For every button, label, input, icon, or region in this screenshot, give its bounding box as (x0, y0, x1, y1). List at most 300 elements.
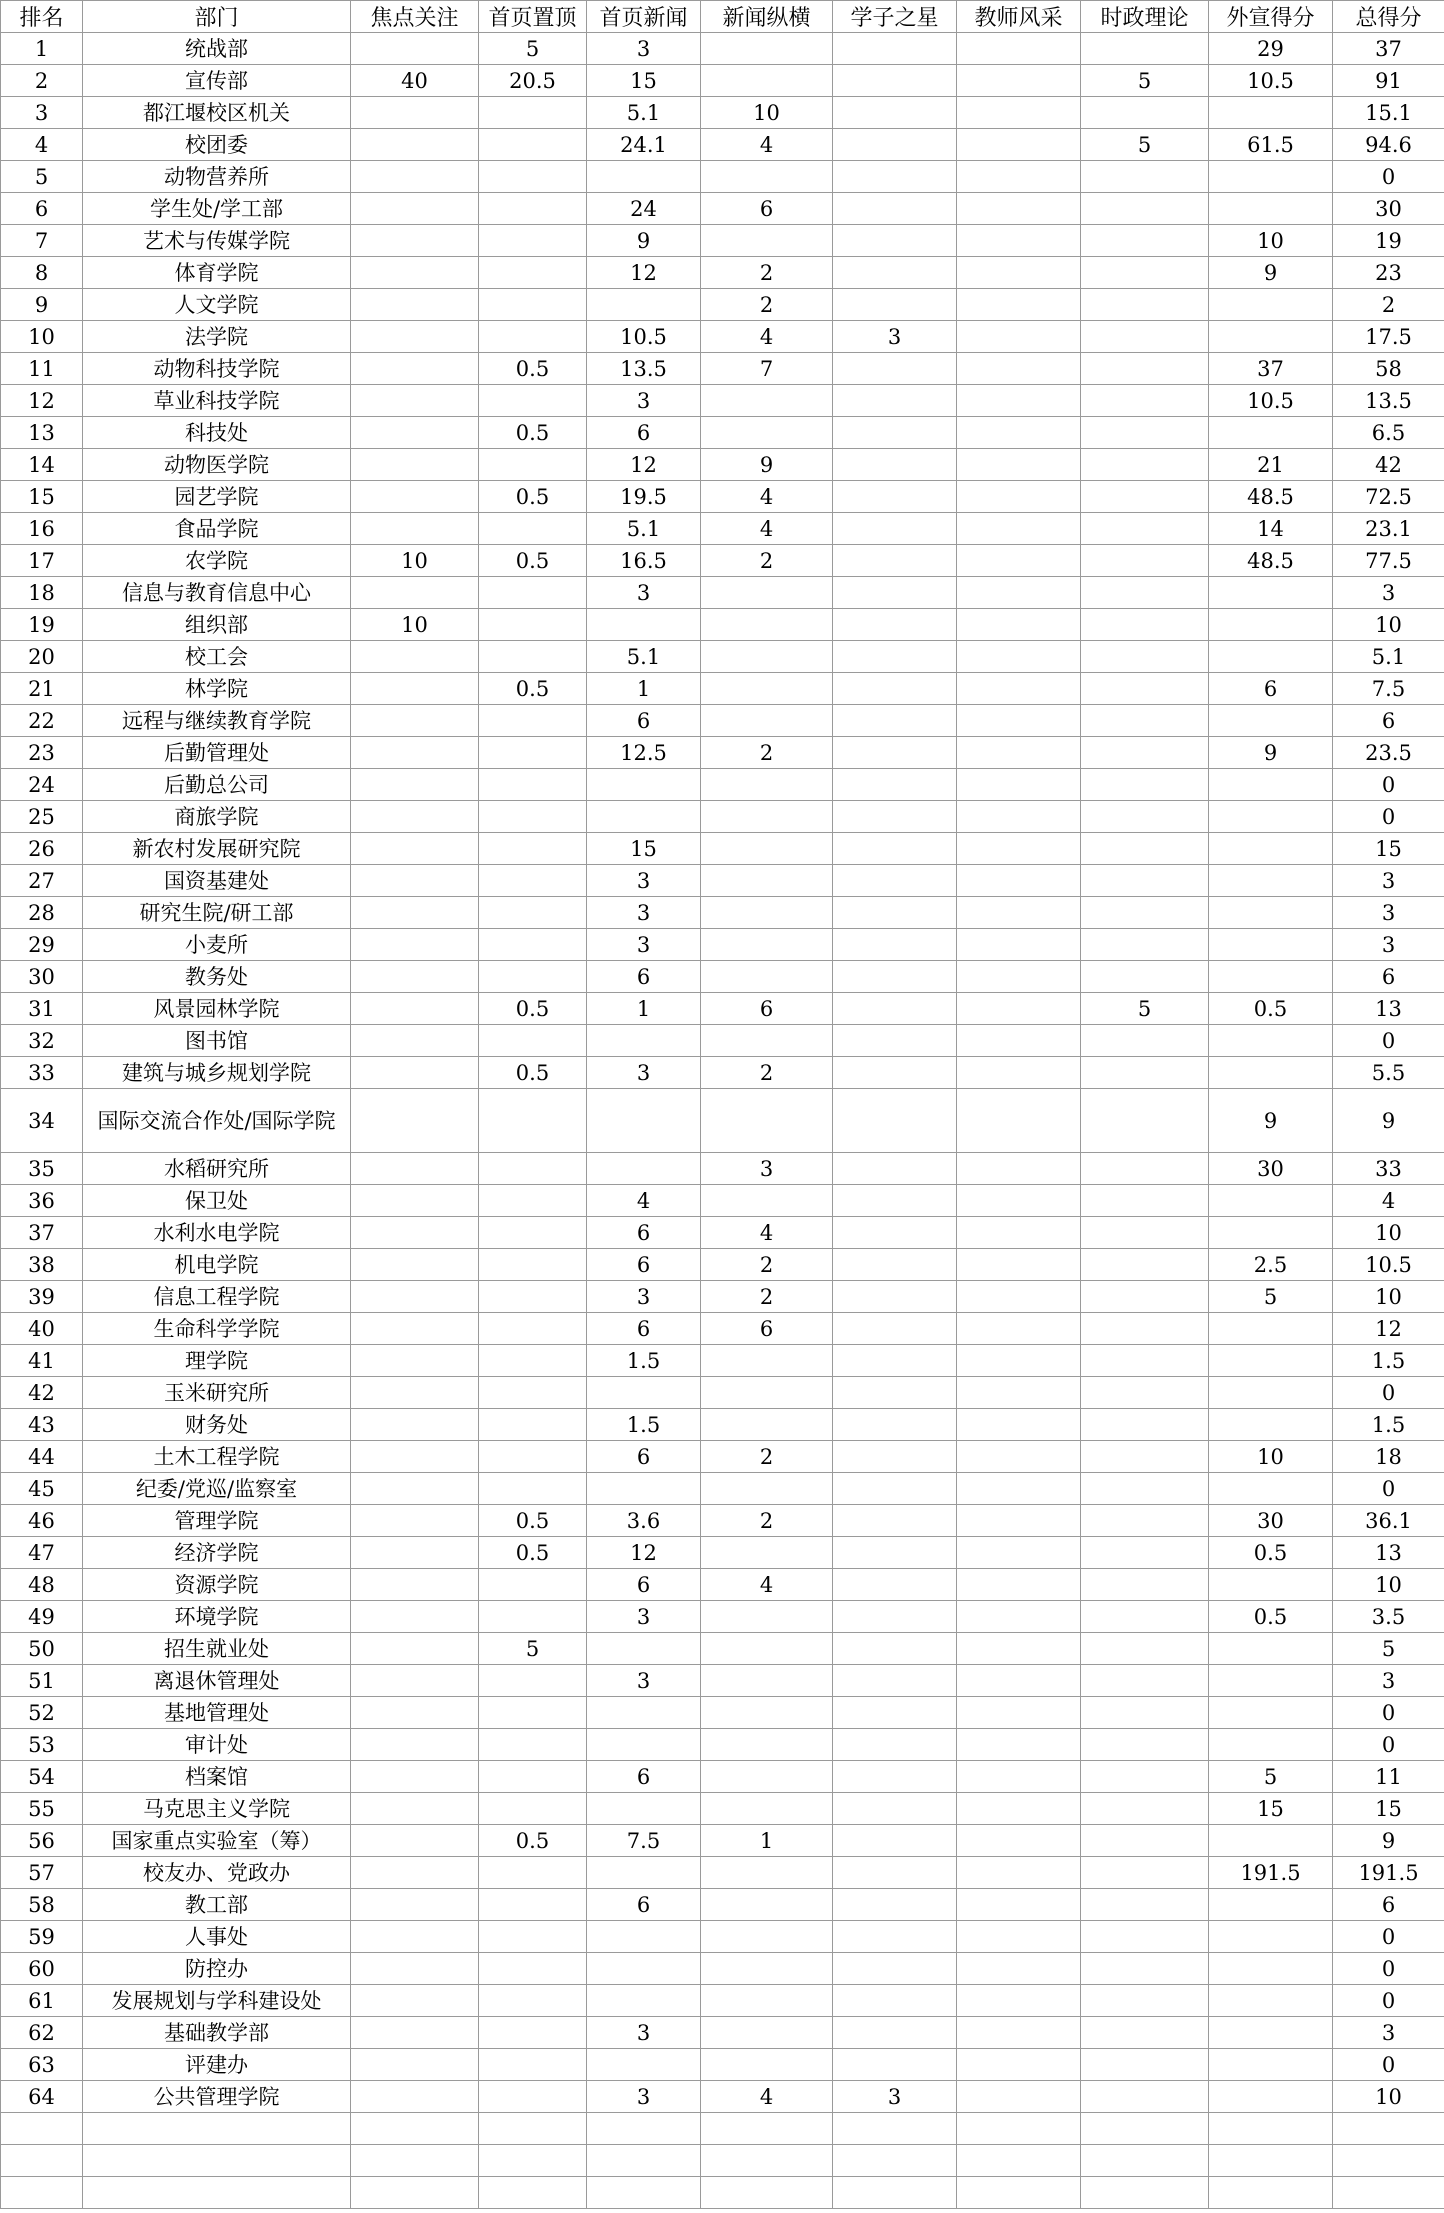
cell-teacher-profile[interactable] (957, 2049, 1081, 2081)
cell-external-score[interactable] (1209, 1377, 1333, 1409)
cell-total-score[interactable]: 30 (1333, 193, 1444, 225)
cell-student-star[interactable] (833, 929, 957, 961)
cell-politics-theory[interactable] (1081, 1889, 1209, 1921)
cell-homepage-news[interactable] (587, 1377, 701, 1409)
cell-teacher-profile[interactable] (957, 801, 1081, 833)
cell-politics-theory[interactable]: 5 (1081, 129, 1209, 161)
cell-student-star[interactable] (833, 833, 957, 865)
cell-student-star[interactable] (833, 993, 957, 1025)
cell-department[interactable]: 信息与教育信息中心 (83, 577, 351, 609)
cell-total-score[interactable]: 10 (1333, 1217, 1444, 1249)
cell-homepage-news[interactable]: 12 (587, 449, 701, 481)
cell-teacher-profile[interactable] (957, 257, 1081, 289)
cell-politics-theory[interactable] (1081, 705, 1209, 737)
cell-homepage-top[interactable] (479, 801, 587, 833)
cell-rank[interactable]: 15 (1, 481, 83, 513)
cell-homepage-news[interactable]: 4 (587, 1185, 701, 1217)
cell-student-star[interactable] (833, 961, 957, 993)
cell-total-score[interactable]: 0 (1333, 1985, 1444, 2017)
cell-student-star[interactable] (833, 1889, 957, 1921)
cell-focus[interactable]: 10 (351, 609, 479, 641)
cell-total-score[interactable]: 94.6 (1333, 129, 1444, 161)
cell-homepage-news[interactable]: 1.5 (587, 1409, 701, 1441)
empty-cell[interactable] (1, 2177, 83, 2209)
cell-news-overview[interactable]: 2 (701, 1057, 833, 1089)
cell-teacher-profile[interactable] (957, 1441, 1081, 1473)
cell-teacher-profile[interactable] (957, 513, 1081, 545)
cell-politics-theory[interactable] (1081, 193, 1209, 225)
cell-politics-theory[interactable] (1081, 1729, 1209, 1761)
cell-external-score[interactable] (1209, 961, 1333, 993)
cell-department[interactable]: 人事处 (83, 1921, 351, 1953)
empty-cell[interactable] (701, 2177, 833, 2209)
cell-total-score[interactable]: 3.5 (1333, 1601, 1444, 1633)
cell-homepage-top[interactable] (479, 705, 587, 737)
cell-rank[interactable]: 62 (1, 2017, 83, 2049)
cell-student-star[interactable] (833, 673, 957, 705)
cell-homepage-top[interactable]: 5 (479, 1633, 587, 1665)
cell-homepage-top[interactable]: 20.5 (479, 65, 587, 97)
header-external-score[interactable]: 外宣得分 (1209, 1, 1333, 33)
cell-homepage-news[interactable] (587, 609, 701, 641)
cell-politics-theory[interactable] (1081, 1601, 1209, 1633)
cell-department[interactable]: 档案馆 (83, 1761, 351, 1793)
cell-total-score[interactable]: 6 (1333, 961, 1444, 993)
cell-teacher-profile[interactable] (957, 1697, 1081, 1729)
cell-teacher-profile[interactable] (957, 417, 1081, 449)
cell-department[interactable]: 财务处 (83, 1409, 351, 1441)
cell-external-score[interactable]: 9 (1209, 257, 1333, 289)
cell-news-overview[interactable] (701, 705, 833, 737)
cell-homepage-news[interactable]: 9 (587, 225, 701, 257)
cell-teacher-profile[interactable] (957, 449, 1081, 481)
cell-focus[interactable]: 40 (351, 65, 479, 97)
cell-homepage-news[interactable]: 3 (587, 897, 701, 929)
empty-cell[interactable] (83, 2145, 351, 2177)
cell-news-overview[interactable]: 2 (701, 545, 833, 577)
cell-total-score[interactable]: 7.5 (1333, 673, 1444, 705)
cell-news-overview[interactable] (701, 1953, 833, 1985)
cell-homepage-news[interactable]: 6 (587, 1313, 701, 1345)
cell-teacher-profile[interactable] (957, 609, 1081, 641)
cell-student-star[interactable] (833, 2017, 957, 2049)
cell-news-overview[interactable] (701, 1665, 833, 1697)
cell-student-star[interactable] (833, 481, 957, 513)
cell-politics-theory[interactable] (1081, 321, 1209, 353)
cell-news-overview[interactable]: 1 (701, 1825, 833, 1857)
cell-rank[interactable]: 47 (1, 1537, 83, 1569)
cell-politics-theory[interactable] (1081, 1569, 1209, 1601)
cell-homepage-news[interactable]: 6 (587, 1441, 701, 1473)
cell-rank[interactable]: 9 (1, 289, 83, 321)
cell-focus[interactable] (351, 1441, 479, 1473)
cell-total-score[interactable]: 3 (1333, 577, 1444, 609)
cell-external-score[interactable] (1209, 193, 1333, 225)
cell-total-score[interactable]: 5.1 (1333, 641, 1444, 673)
cell-department[interactable]: 保卫处 (83, 1185, 351, 1217)
cell-focus[interactable] (351, 865, 479, 897)
cell-homepage-news[interactable] (587, 1697, 701, 1729)
cell-teacher-profile[interactable] (957, 1985, 1081, 2017)
cell-news-overview[interactable]: 2 (701, 1281, 833, 1313)
cell-news-overview[interactable]: 2 (701, 1505, 833, 1537)
cell-politics-theory[interactable] (1081, 2017, 1209, 2049)
cell-focus[interactable] (351, 33, 479, 65)
cell-homepage-top[interactable] (479, 1313, 587, 1345)
cell-focus[interactable] (351, 1697, 479, 1729)
cell-homepage-top[interactable] (479, 865, 587, 897)
cell-teacher-profile[interactable] (957, 353, 1081, 385)
cell-total-score[interactable]: 10.5 (1333, 1249, 1444, 1281)
cell-teacher-profile[interactable] (957, 129, 1081, 161)
cell-homepage-news[interactable]: 12 (587, 257, 701, 289)
cell-homepage-news[interactable]: 6 (587, 1569, 701, 1601)
cell-homepage-news[interactable]: 3 (587, 1601, 701, 1633)
cell-focus[interactable] (351, 1313, 479, 1345)
cell-total-score[interactable]: 0 (1333, 1953, 1444, 1985)
cell-rank[interactable]: 21 (1, 673, 83, 705)
cell-student-star[interactable] (833, 513, 957, 545)
cell-news-overview[interactable] (701, 417, 833, 449)
cell-rank[interactable]: 17 (1, 545, 83, 577)
cell-student-star[interactable] (833, 1185, 957, 1217)
cell-politics-theory[interactable] (1081, 1537, 1209, 1569)
cell-homepage-top[interactable] (479, 257, 587, 289)
cell-rank[interactable]: 61 (1, 1985, 83, 2017)
cell-homepage-top[interactable] (479, 1153, 587, 1185)
cell-student-star[interactable] (833, 1377, 957, 1409)
cell-politics-theory[interactable] (1081, 577, 1209, 609)
cell-department[interactable]: 招生就业处 (83, 1633, 351, 1665)
cell-total-score[interactable]: 37 (1333, 33, 1444, 65)
cell-homepage-top[interactable] (479, 737, 587, 769)
cell-news-overview[interactable] (701, 1985, 833, 2017)
cell-politics-theory[interactable] (1081, 481, 1209, 513)
cell-rank[interactable]: 27 (1, 865, 83, 897)
cell-focus[interactable] (351, 641, 479, 673)
cell-department[interactable]: 动物科技学院 (83, 353, 351, 385)
cell-total-score[interactable]: 36.1 (1333, 1505, 1444, 1537)
cell-teacher-profile[interactable] (957, 993, 1081, 1025)
cell-homepage-news[interactable] (587, 1473, 701, 1505)
cell-politics-theory[interactable] (1081, 1857, 1209, 1889)
cell-homepage-news[interactable]: 6 (587, 417, 701, 449)
cell-news-overview[interactable]: 7 (701, 353, 833, 385)
cell-external-score[interactable] (1209, 641, 1333, 673)
cell-external-score[interactable] (1209, 1825, 1333, 1857)
cell-department[interactable]: 校团委 (83, 129, 351, 161)
cell-teacher-profile[interactable] (957, 673, 1081, 705)
cell-department[interactable]: 马克思主义学院 (83, 1793, 351, 1825)
cell-rank[interactable]: 42 (1, 1377, 83, 1409)
cell-total-score[interactable]: 23.1 (1333, 513, 1444, 545)
cell-total-score[interactable]: 12 (1333, 1313, 1444, 1345)
cell-teacher-profile[interactable] (957, 1793, 1081, 1825)
cell-rank[interactable]: 2 (1, 65, 83, 97)
cell-external-score[interactable]: 9 (1209, 737, 1333, 769)
cell-total-score[interactable]: 11 (1333, 1761, 1444, 1793)
cell-homepage-news[interactable]: 3 (587, 2081, 701, 2113)
cell-department[interactable]: 资源学院 (83, 1569, 351, 1601)
cell-politics-theory[interactable] (1081, 1185, 1209, 1217)
header-homepage-top[interactable]: 首页置顶 (479, 1, 587, 33)
cell-focus[interactable] (351, 1793, 479, 1825)
cell-student-star[interactable] (833, 65, 957, 97)
cell-teacher-profile[interactable] (957, 1025, 1081, 1057)
empty-cell[interactable] (701, 2113, 833, 2145)
cell-homepage-top[interactable] (479, 129, 587, 161)
cell-focus[interactable] (351, 1889, 479, 1921)
cell-department[interactable]: 公共管理学院 (83, 2081, 351, 2113)
cell-student-star[interactable] (833, 2049, 957, 2081)
cell-rank[interactable]: 37 (1, 1217, 83, 1249)
cell-homepage-news[interactable]: 3 (587, 33, 701, 65)
cell-teacher-profile[interactable] (957, 1057, 1081, 1089)
empty-cell[interactable] (957, 2145, 1081, 2177)
cell-rank[interactable]: 38 (1, 1249, 83, 1281)
cell-rank[interactable]: 22 (1, 705, 83, 737)
cell-department[interactable]: 学生处/学工部 (83, 193, 351, 225)
cell-politics-theory[interactable] (1081, 1665, 1209, 1697)
cell-focus[interactable] (351, 1569, 479, 1601)
cell-rank[interactable]: 34 (1, 1089, 83, 1153)
cell-focus[interactable] (351, 1153, 479, 1185)
cell-total-score[interactable]: 15 (1333, 1793, 1444, 1825)
cell-department[interactable]: 信息工程学院 (83, 1281, 351, 1313)
cell-department[interactable]: 教务处 (83, 961, 351, 993)
cell-homepage-news[interactable]: 6 (587, 961, 701, 993)
cell-news-overview[interactable]: 4 (701, 513, 833, 545)
cell-news-overview[interactable]: 6 (701, 993, 833, 1025)
cell-homepage-news[interactable]: 3 (587, 1665, 701, 1697)
cell-student-star[interactable] (833, 161, 957, 193)
empty-cell[interactable] (957, 2177, 1081, 2209)
cell-homepage-top[interactable] (479, 1089, 587, 1153)
cell-teacher-profile[interactable] (957, 1569, 1081, 1601)
cell-news-overview[interactable]: 2 (701, 1441, 833, 1473)
cell-news-overview[interactable] (701, 609, 833, 641)
cell-politics-theory[interactable] (1081, 1281, 1209, 1313)
cell-focus[interactable] (351, 289, 479, 321)
cell-teacher-profile[interactable] (957, 1089, 1081, 1153)
cell-total-score[interactable]: 0 (1333, 769, 1444, 801)
cell-external-score[interactable]: 5 (1209, 1281, 1333, 1313)
cell-homepage-top[interactable]: 0.5 (479, 481, 587, 513)
cell-department[interactable]: 林学院 (83, 673, 351, 705)
cell-politics-theory[interactable] (1081, 1825, 1209, 1857)
cell-politics-theory[interactable] (1081, 673, 1209, 705)
cell-teacher-profile[interactable] (957, 1665, 1081, 1697)
empty-cell[interactable] (479, 2145, 587, 2177)
cell-politics-theory[interactable] (1081, 257, 1209, 289)
cell-total-score[interactable]: 19 (1333, 225, 1444, 257)
cell-politics-theory[interactable] (1081, 385, 1209, 417)
cell-focus[interactable] (351, 1537, 479, 1569)
cell-focus[interactable] (351, 257, 479, 289)
cell-external-score[interactable] (1209, 705, 1333, 737)
cell-department[interactable]: 基础教学部 (83, 2017, 351, 2049)
cell-focus[interactable] (351, 1281, 479, 1313)
cell-politics-theory[interactable] (1081, 545, 1209, 577)
cell-focus[interactable] (351, 2081, 479, 2113)
cell-homepage-top[interactable] (479, 2081, 587, 2113)
cell-teacher-profile[interactable] (957, 1505, 1081, 1537)
cell-rank[interactable]: 48 (1, 1569, 83, 1601)
cell-homepage-top[interactable] (479, 577, 587, 609)
cell-department[interactable]: 食品学院 (83, 513, 351, 545)
cell-focus[interactable] (351, 673, 479, 705)
cell-student-star[interactable] (833, 449, 957, 481)
cell-homepage-top[interactable] (479, 641, 587, 673)
cell-focus[interactable] (351, 737, 479, 769)
cell-department[interactable]: 农学院 (83, 545, 351, 577)
cell-focus[interactable] (351, 2017, 479, 2049)
cell-homepage-news[interactable]: 3 (587, 385, 701, 417)
cell-total-score[interactable]: 72.5 (1333, 481, 1444, 513)
empty-cell[interactable] (1081, 2113, 1209, 2145)
empty-cell[interactable] (587, 2145, 701, 2177)
cell-rank[interactable]: 32 (1, 1025, 83, 1057)
cell-student-star[interactable] (833, 33, 957, 65)
cell-focus[interactable] (351, 97, 479, 129)
cell-homepage-top[interactable] (479, 1857, 587, 1889)
cell-homepage-top[interactable] (479, 1665, 587, 1697)
empty-cell[interactable] (1333, 2145, 1444, 2177)
cell-student-star[interactable] (833, 1217, 957, 1249)
cell-student-star[interactable] (833, 353, 957, 385)
cell-department[interactable]: 教工部 (83, 1889, 351, 1921)
cell-homepage-top[interactable] (479, 1185, 587, 1217)
cell-total-score[interactable]: 9 (1333, 1089, 1444, 1153)
cell-politics-theory[interactable]: 5 (1081, 993, 1209, 1025)
cell-news-overview[interactable]: 10 (701, 97, 833, 129)
cell-student-star[interactable] (833, 1825, 957, 1857)
cell-news-overview[interactable] (701, 1793, 833, 1825)
cell-focus[interactable] (351, 1249, 479, 1281)
cell-total-score[interactable]: 6.5 (1333, 417, 1444, 449)
cell-news-overview[interactable]: 4 (701, 1217, 833, 1249)
cell-teacher-profile[interactable] (957, 1537, 1081, 1569)
cell-teacher-profile[interactable] (957, 545, 1081, 577)
cell-department[interactable]: 草业科技学院 (83, 385, 351, 417)
cell-teacher-profile[interactable] (957, 65, 1081, 97)
cell-focus[interactable] (351, 705, 479, 737)
cell-teacher-profile[interactable] (957, 1217, 1081, 1249)
cell-department[interactable]: 土木工程学院 (83, 1441, 351, 1473)
cell-homepage-top[interactable] (479, 1249, 587, 1281)
cell-external-score[interactable] (1209, 1697, 1333, 1729)
cell-homepage-news[interactable]: 3 (587, 1057, 701, 1089)
cell-student-star[interactable] (833, 129, 957, 161)
cell-homepage-top[interactable]: 5 (479, 33, 587, 65)
cell-total-score[interactable]: 13 (1333, 1537, 1444, 1569)
cell-external-score[interactable] (1209, 417, 1333, 449)
cell-total-score[interactable]: 5 (1333, 1633, 1444, 1665)
cell-student-star[interactable] (833, 769, 957, 801)
cell-homepage-top[interactable] (479, 161, 587, 193)
cell-teacher-profile[interactable] (957, 929, 1081, 961)
cell-focus[interactable] (351, 1601, 479, 1633)
cell-politics-theory[interactable] (1081, 737, 1209, 769)
cell-news-overview[interactable]: 2 (701, 289, 833, 321)
cell-student-star[interactable] (833, 1153, 957, 1185)
cell-external-score[interactable] (1209, 2081, 1333, 2113)
cell-total-score[interactable]: 0 (1333, 801, 1444, 833)
cell-teacher-profile[interactable] (957, 1313, 1081, 1345)
cell-politics-theory[interactable] (1081, 929, 1209, 961)
cell-rank[interactable]: 58 (1, 1889, 83, 1921)
cell-homepage-top[interactable] (479, 1569, 587, 1601)
cell-external-score[interactable]: 6 (1209, 673, 1333, 705)
cell-total-score[interactable]: 17.5 (1333, 321, 1444, 353)
cell-homepage-top[interactable] (479, 1761, 587, 1793)
cell-homepage-news[interactable]: 6 (587, 705, 701, 737)
cell-news-overview[interactable] (701, 897, 833, 929)
cell-total-score[interactable]: 42 (1333, 449, 1444, 481)
cell-external-score[interactable] (1209, 1025, 1333, 1057)
cell-homepage-news[interactable] (587, 1025, 701, 1057)
cell-total-score[interactable]: 18 (1333, 1441, 1444, 1473)
cell-total-score[interactable]: 13 (1333, 993, 1444, 1025)
cell-rank[interactable]: 33 (1, 1057, 83, 1089)
cell-homepage-top[interactable]: 0.5 (479, 1537, 587, 1569)
cell-department[interactable]: 管理学院 (83, 1505, 351, 1537)
cell-politics-theory[interactable] (1081, 1441, 1209, 1473)
cell-external-score[interactable] (1209, 577, 1333, 609)
cell-student-star[interactable]: 3 (833, 321, 957, 353)
empty-cell[interactable] (479, 2177, 587, 2209)
cell-external-score[interactable] (1209, 1665, 1333, 1697)
cell-student-star[interactable] (833, 1249, 957, 1281)
cell-homepage-top[interactable]: 0.5 (479, 545, 587, 577)
cell-teacher-profile[interactable] (957, 737, 1081, 769)
cell-politics-theory[interactable]: 5 (1081, 65, 1209, 97)
cell-teacher-profile[interactable] (957, 1633, 1081, 1665)
cell-homepage-top[interactable] (479, 1281, 587, 1313)
cell-teacher-profile[interactable] (957, 769, 1081, 801)
cell-department[interactable]: 动物营养所 (83, 161, 351, 193)
cell-politics-theory[interactable] (1081, 1921, 1209, 1953)
cell-focus[interactable] (351, 1953, 479, 1985)
cell-rank[interactable]: 44 (1, 1441, 83, 1473)
cell-rank[interactable]: 8 (1, 257, 83, 289)
cell-homepage-top[interactable] (479, 513, 587, 545)
cell-news-overview[interactable] (701, 641, 833, 673)
cell-politics-theory[interactable] (1081, 1249, 1209, 1281)
cell-homepage-news[interactable] (587, 1633, 701, 1665)
cell-rank[interactable]: 14 (1, 449, 83, 481)
cell-student-star[interactable] (833, 1409, 957, 1441)
cell-politics-theory[interactable] (1081, 1793, 1209, 1825)
cell-focus[interactable] (351, 161, 479, 193)
cell-total-score[interactable]: 58 (1333, 353, 1444, 385)
cell-department[interactable]: 环境学院 (83, 1601, 351, 1633)
cell-homepage-news[interactable]: 3 (587, 2017, 701, 2049)
cell-focus[interactable] (351, 1025, 479, 1057)
cell-rank[interactable]: 3 (1, 97, 83, 129)
cell-news-overview[interactable]: 2 (701, 257, 833, 289)
empty-cell[interactable] (1209, 2113, 1333, 2145)
cell-politics-theory[interactable] (1081, 33, 1209, 65)
cell-total-score[interactable]: 3 (1333, 929, 1444, 961)
cell-homepage-news[interactable]: 24 (587, 193, 701, 225)
empty-cell[interactable] (83, 2113, 351, 2145)
cell-focus[interactable]: 10 (351, 545, 479, 577)
cell-teacher-profile[interactable] (957, 321, 1081, 353)
cell-focus[interactable] (351, 129, 479, 161)
cell-rank[interactable]: 60 (1, 1953, 83, 1985)
cell-teacher-profile[interactable] (957, 33, 1081, 65)
